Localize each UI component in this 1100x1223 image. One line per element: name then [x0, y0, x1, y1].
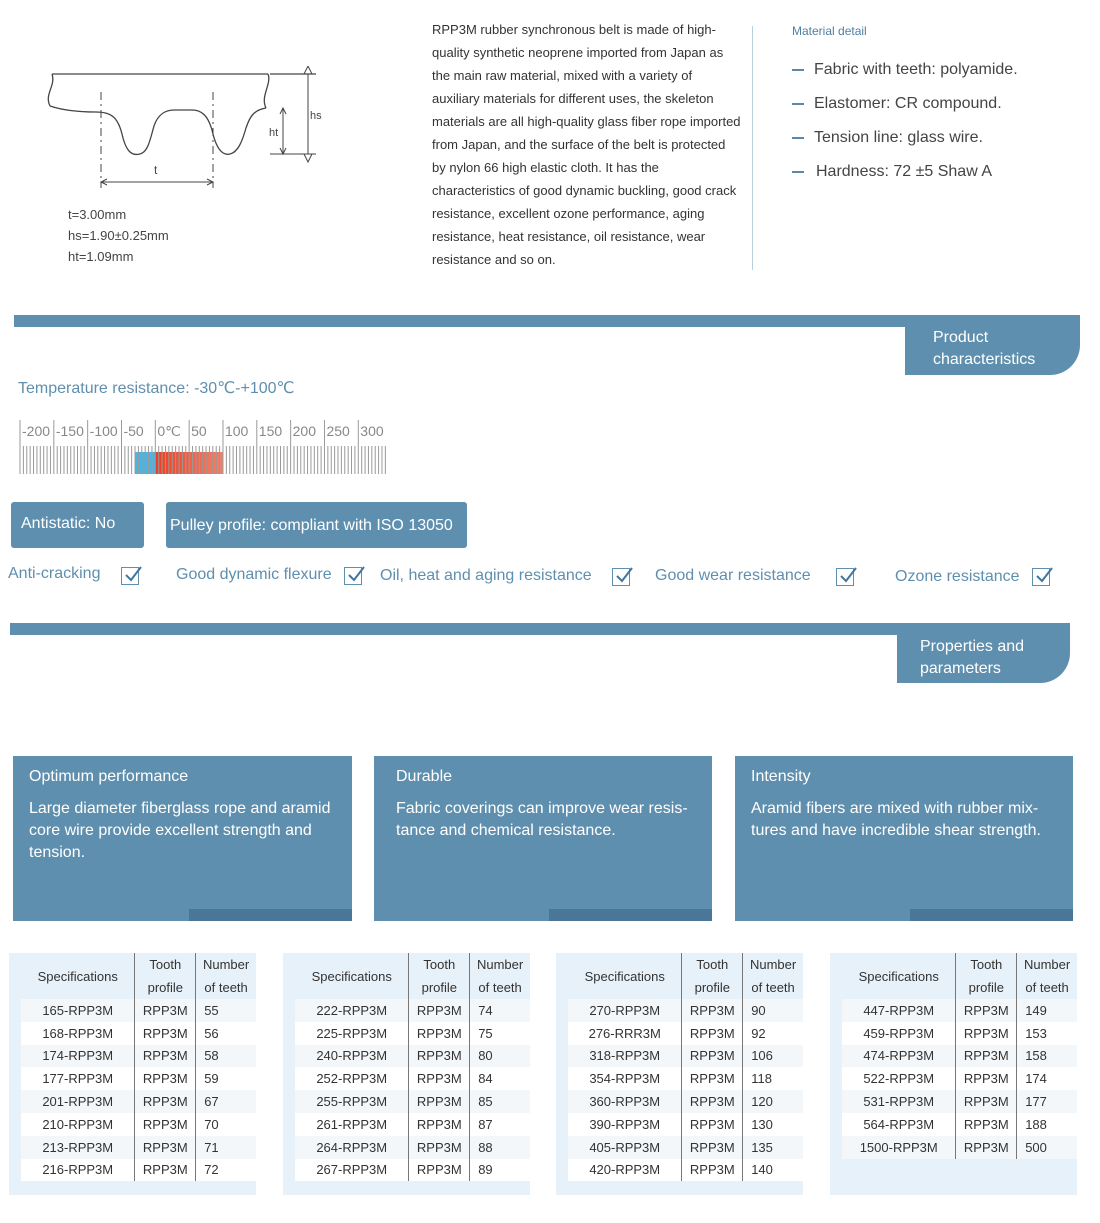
diagram-label-t: t	[154, 163, 158, 177]
divider-line	[752, 26, 753, 270]
scale-label: 250	[326, 423, 350, 439]
scale-label: 100	[224, 423, 249, 439]
table-cell: RPP3M	[956, 1045, 1017, 1068]
table-cell: 74	[470, 999, 530, 1022]
product-description: RPP3M rubber synchronous belt is made of high-quality synthetic neoprene imported from Japan as the main raw material, mixed with a variety of auxiliary materials for different uses, the skeleton materials are all high-quality glass fiber rope imported from Japan, and the surface of the belt is protected by nylon 66 high elastic cloth. It has the characteristics of good dynamic buckling, good crack resistance, excellent ozone performance, aging resistance, heat resistance, oil resistance, wear resistance and so on.	[432, 22, 741, 267]
table-cell: 261-RPP3M	[295, 1113, 409, 1136]
table-cell: 88	[470, 1136, 530, 1159]
diagram-label-ht: ht	[269, 127, 279, 139]
card-optimum-performance	[13, 756, 352, 921]
table-cell: RPP3M	[135, 1022, 196, 1045]
table-cell: 201-RPP3M	[21, 1090, 135, 1113]
material-item	[792, 58, 1018, 92]
table-cell: RPP3M	[135, 999, 196, 1022]
table-cell: 149	[1017, 999, 1077, 1022]
table-cell: 153	[1017, 1022, 1077, 1045]
diagram-label-hs: hs	[310, 110, 322, 122]
header-text: Number	[749, 957, 797, 972]
dash-icon	[792, 171, 804, 173]
table-row	[842, 1022, 1077, 1045]
table-cell: RPP3M	[682, 1067, 743, 1090]
dash-icon	[792, 137, 804, 139]
table-cell: RPP3M	[135, 1113, 196, 1136]
table-cell: 255-RPP3M	[295, 1090, 409, 1113]
dim-pitch: t=3.00mm	[68, 207, 127, 222]
table-cell: RPP3M	[409, 999, 470, 1022]
table-row	[842, 1067, 1077, 1090]
table-row	[842, 999, 1077, 1022]
scale-label: -150	[55, 423, 84, 439]
card-accent-strip	[549, 909, 712, 921]
header-text: Tooth	[423, 957, 456, 972]
material-item-text: Elastomer: CR compound.	[814, 95, 1002, 112]
table-cell: 405-RPP3M	[568, 1136, 682, 1159]
table-cell: 56	[196, 1022, 256, 1045]
check-icon	[836, 568, 854, 586]
header-text: of teeth	[1025, 980, 1069, 995]
scale-label: 200	[292, 423, 316, 439]
section-title: Product characteristics	[933, 329, 1036, 368]
temperature-title: Temperature resistance: -30℃-+100℃	[18, 380, 295, 397]
spec-table-panel	[830, 953, 1077, 1195]
table-cell: 188	[1017, 1113, 1077, 1136]
table-row	[21, 999, 256, 1022]
table-cell: 276-RRR3M	[568, 1022, 682, 1045]
table-row	[21, 1159, 256, 1182]
material-item	[792, 126, 1018, 160]
header-text: Number	[1023, 957, 1071, 972]
table-cell: 213-RPP3M	[21, 1136, 135, 1159]
table-cell: RPP3M	[956, 1113, 1017, 1136]
material-item	[792, 160, 1018, 194]
material-item-text: Tension line: glass wire.	[814, 129, 983, 146]
table-cell: 118	[743, 1067, 803, 1090]
table-row	[842, 1113, 1077, 1136]
table-cell: 447-RPP3M	[842, 999, 956, 1022]
scale-label: -100	[89, 423, 118, 439]
check-icon	[1032, 568, 1050, 586]
table-cell: RPP3M	[135, 1067, 196, 1090]
material-item	[792, 92, 1018, 126]
table-row	[21, 1090, 256, 1113]
table-row	[568, 1067, 803, 1090]
table-row	[295, 1045, 530, 1068]
section-title: Properties and parameters	[920, 638, 1025, 677]
table-cell: 222-RPP3M	[295, 999, 409, 1022]
table-cell: 564-RPP3M	[842, 1113, 956, 1136]
table-cell: 354-RPP3M	[568, 1067, 682, 1090]
header-text: of teeth	[751, 980, 795, 995]
dash-icon	[792, 103, 804, 105]
spec-table	[568, 953, 803, 1181]
table-cell: 474-RPP3M	[842, 1045, 956, 1068]
scale-label: 300	[360, 423, 384, 439]
header-text: profile	[147, 980, 184, 995]
spec-table-panel	[556, 953, 803, 1195]
table-cell: RPP3M	[956, 999, 1017, 1022]
table-row	[568, 1136, 803, 1159]
card-title: Intensity	[751, 768, 811, 785]
card-intensity	[735, 756, 1073, 921]
table-row	[842, 1090, 1077, 1113]
table-cell: RPP3M	[956, 1090, 1017, 1113]
table-cell: 531-RPP3M	[842, 1090, 956, 1113]
table-cell: 240-RPP3M	[295, 1045, 409, 1068]
table-row	[842, 1045, 1077, 1068]
feature-label: Anti-cracking	[8, 565, 101, 582]
header-text: profile	[421, 980, 458, 995]
table-cell: 75	[470, 1022, 530, 1045]
table-cell: 252-RPP3M	[295, 1067, 409, 1090]
card-title: Optimum performance	[29, 768, 189, 785]
col-header-specifications: Specifications	[568, 953, 682, 999]
table-row	[295, 1159, 530, 1182]
table-cell: RPP3M	[135, 1045, 196, 1068]
table-cell: RPP3M	[682, 1090, 743, 1113]
section-header-properties-parameters	[897, 623, 1070, 683]
table-cell: 216-RPP3M	[21, 1159, 135, 1182]
dim-belt-height: hs=1.90±0.25mm	[68, 228, 169, 243]
card-title: Durable	[396, 768, 453, 785]
table-cell: 390-RPP3M	[568, 1113, 682, 1136]
card-accent-strip	[189, 909, 352, 921]
table-row	[295, 1113, 530, 1136]
belt-profile-diagram	[40, 66, 330, 196]
table-cell: 120	[743, 1090, 803, 1113]
table-row	[568, 1022, 803, 1045]
table-cell: 267-RPP3M	[295, 1159, 409, 1182]
header-text: Number	[476, 957, 524, 972]
table-row	[295, 1090, 530, 1113]
table-cell: RPP3M	[956, 1067, 1017, 1090]
table-cell: RPP3M	[409, 1113, 470, 1136]
card-body: Large diameter fiberglass rope and aramid core wire provide excellent strength and tension.	[29, 800, 331, 861]
table-cell: 225-RPP3M	[295, 1022, 409, 1045]
table-cell: RPP3M	[682, 1045, 743, 1068]
table-cell: 264-RPP3M	[295, 1136, 409, 1159]
section-header-product-characteristics	[905, 315, 1080, 375]
table-cell: RPP3M	[409, 1067, 470, 1090]
table-cell: 55	[196, 999, 256, 1022]
table-cell: 67	[196, 1090, 256, 1113]
card-durable	[374, 756, 712, 921]
check-icon	[121, 567, 139, 585]
table-cell: 70	[196, 1113, 256, 1136]
feature-label: Good dynamic flexure	[176, 566, 332, 583]
table-row	[295, 1067, 530, 1090]
temperature-scale	[18, 418, 770, 480]
table-cell: 90	[743, 999, 803, 1022]
table-cell: 210-RPP3M	[21, 1113, 135, 1136]
spec-table	[21, 953, 256, 1181]
card-accent-strip	[910, 909, 1073, 921]
table-cell: 140	[743, 1159, 803, 1182]
header-text: Tooth	[970, 957, 1003, 972]
header-text: profile	[968, 980, 1005, 995]
table-cell: 130	[743, 1113, 803, 1136]
spec-table-panel	[283, 953, 530, 1195]
feature-label: Ozone resistance	[895, 568, 1020, 585]
table-cell: 177-RPP3M	[21, 1067, 135, 1090]
table-header-row	[295, 953, 530, 999]
table-cell: 80	[470, 1045, 530, 1068]
table-cell: 174-RPP3M	[21, 1045, 135, 1068]
table-cell: 168-RPP3M	[21, 1022, 135, 1045]
table-cell: RPP3M	[682, 1136, 743, 1159]
col-header-tooth-profile	[135, 953, 196, 999]
table-cell: 84	[470, 1067, 530, 1090]
scale-label: 50	[191, 423, 207, 439]
table-row	[21, 1136, 256, 1159]
table-cell: 135	[743, 1136, 803, 1159]
material-item-text: Fabric with teeth: polyamide.	[814, 61, 1018, 78]
table-cell: 165-RPP3M	[21, 999, 135, 1022]
table-row	[21, 1045, 256, 1068]
table-cell: RPP3M	[682, 1159, 743, 1182]
header-text: of teeth	[478, 980, 522, 995]
table-cell: 85	[470, 1090, 530, 1113]
table-cell: 360-RPP3M	[568, 1090, 682, 1113]
dim-tooth-height: ht=1.09mm	[68, 249, 134, 264]
table-cell: 174	[1017, 1067, 1077, 1090]
table-cell: 89	[470, 1159, 530, 1182]
spec-table-panel	[9, 953, 256, 1195]
col-header-number-of-teeth	[470, 953, 530, 999]
table-cell: 158	[1017, 1045, 1077, 1068]
table-row	[21, 1067, 256, 1090]
table-cell: 92	[743, 1022, 803, 1045]
table-cell: 270-RPP3M	[568, 999, 682, 1022]
table-cell: RPP3M	[409, 1136, 470, 1159]
card-body: Aramid fibers are mixed with rubber mix-tures and have incredible shear strength.	[751, 800, 1041, 839]
material-detail-list	[792, 58, 1018, 194]
header-text: Tooth	[696, 957, 729, 972]
material-item-text: Hardness: 72 ±5 Shaw A	[816, 163, 992, 180]
table-row	[21, 1113, 256, 1136]
scale-label: 0℃	[157, 423, 181, 439]
table-cell: RPP3M	[409, 1159, 470, 1182]
col-header-number-of-teeth	[196, 953, 256, 999]
table-cell: 522-RPP3M	[842, 1067, 956, 1090]
table-row	[568, 1090, 803, 1113]
table-cell: RPP3M	[409, 1045, 470, 1068]
table-cell: RPP3M	[135, 1090, 196, 1113]
table-cell: RPP3M	[682, 1022, 743, 1045]
table-header-row	[842, 953, 1077, 999]
check-icon	[612, 568, 630, 586]
scale-label: -50	[123, 423, 144, 439]
table-cell: RPP3M	[682, 999, 743, 1022]
table-row	[842, 1136, 1077, 1159]
table-cell: 420-RPP3M	[568, 1159, 682, 1182]
table-cell: 58	[196, 1045, 256, 1068]
table-cell: RPP3M	[409, 1090, 470, 1113]
table-row	[568, 999, 803, 1022]
feature-label: Good wear resistance	[655, 567, 811, 584]
scale-label: -200	[22, 423, 51, 439]
table-cell: 459-RPP3M	[842, 1022, 956, 1045]
col-header-specifications: Specifications	[21, 953, 135, 999]
scale-label: 150	[258, 423, 283, 439]
col-header-tooth-profile	[956, 953, 1017, 999]
table-row	[295, 1136, 530, 1159]
header-text: Tooth	[149, 957, 182, 972]
col-header-number-of-teeth	[743, 953, 803, 999]
table-cell: 59	[196, 1067, 256, 1090]
table-cell: 318-RPP3M	[568, 1045, 682, 1068]
dash-icon	[792, 69, 804, 71]
table-row	[568, 1159, 803, 1182]
table-cell: 71	[196, 1136, 256, 1159]
table-header-row	[568, 953, 803, 999]
feature-label: Oil, heat and aging resistance	[380, 567, 592, 584]
belt-dimensions	[68, 204, 169, 267]
antistatic-tag: Antistatic: No	[11, 502, 144, 548]
col-header-specifications: Specifications	[295, 953, 409, 999]
table-cell: RPP3M	[956, 1022, 1017, 1045]
table-cell: RPP3M	[682, 1113, 743, 1136]
col-header-number-of-teeth	[1017, 953, 1077, 999]
table-cell: RPP3M	[135, 1136, 196, 1159]
table-cell: 87	[470, 1113, 530, 1136]
header-text: profile	[694, 980, 731, 995]
card-body: Fabric coverings can improve wear resis-tance and chemical resistance.	[396, 800, 688, 839]
material-detail-title: Material detail	[792, 24, 867, 38]
table-row	[295, 1022, 530, 1045]
spec-table	[842, 953, 1077, 1159]
table-cell: 500	[1017, 1136, 1077, 1159]
table-cell: 1500-RPP3M	[842, 1136, 956, 1159]
col-header-specifications: Specifications	[842, 953, 956, 999]
spec-table	[295, 953, 530, 1181]
table-row	[295, 999, 530, 1022]
table-cell: 106	[743, 1045, 803, 1068]
table-header-row	[21, 953, 256, 999]
pulley-profile-tag: Pulley profile: compliant with ISO 13050	[166, 502, 467, 548]
table-cell: RPP3M	[956, 1136, 1017, 1159]
header-text: Number	[202, 957, 250, 972]
table-row	[568, 1045, 803, 1068]
header-text: of teeth	[204, 980, 248, 995]
table-cell: RPP3M	[409, 1022, 470, 1045]
check-icon	[344, 567, 362, 585]
col-header-tooth-profile	[409, 953, 470, 999]
table-cell: 177	[1017, 1090, 1077, 1113]
table-cell: 72	[196, 1159, 256, 1182]
table-cell: RPP3M	[135, 1159, 196, 1182]
table-row	[568, 1113, 803, 1136]
col-header-tooth-profile	[682, 953, 743, 999]
table-row	[21, 1022, 256, 1045]
